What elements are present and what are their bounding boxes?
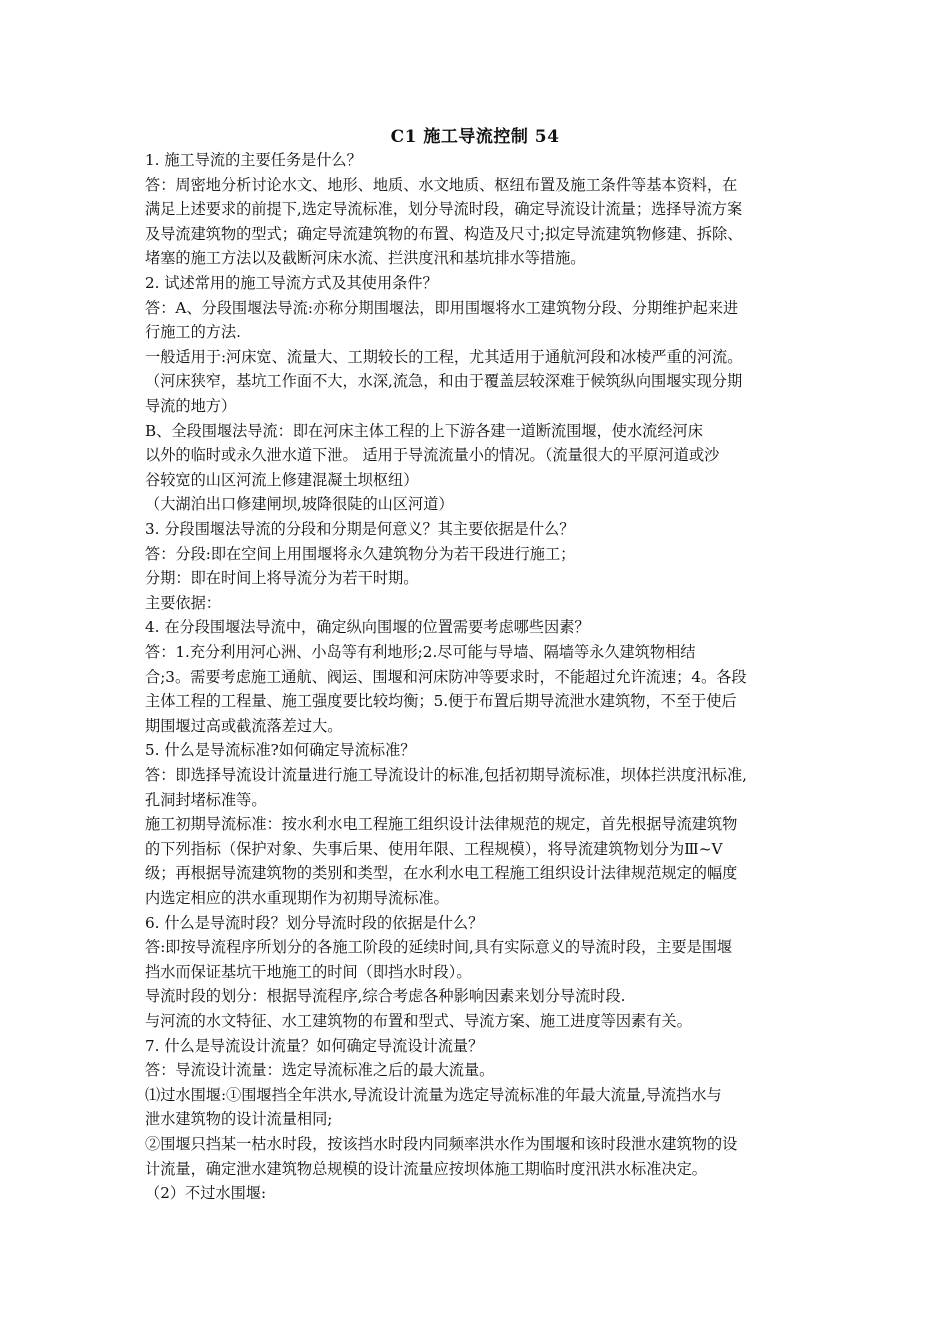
text-line: 满足上述要求的前提下,选定导流标准，划分导流时段，确定导流设计流量；选择导流方案	[145, 200, 743, 219]
text-line: 堵塞的施工方法以及截断河床水流、拦洪度汛和基坑排水等措施。	[145, 249, 586, 268]
text-line: 4. 在分段围堰法导流中，确定纵向围堰的位置需要考虑哪些因素？	[145, 618, 590, 637]
text-line: 主体工程的工程量、施工强度要比较均衡；5.便于布置后期导流泄水建筑物，不至于使后	[145, 692, 737, 711]
text-line: 期围堰过高或截流落差过大。	[145, 716, 343, 735]
text-line: 导流的地方）	[145, 397, 237, 415]
text-line: 施工初期导流标准：按水利水电工程施工组织设计法律规范的规定，首先根据导流建筑物	[145, 815, 738, 834]
text-line: 主要依据：	[145, 593, 221, 612]
text-line: 答：即选择导流设计流量进行施工导流设计的标准,包括初期导流标准，坝体拦洪度汛标准,	[145, 766, 747, 784]
text-line: 计流量，确定泄水建筑物总规模的设计流量应按坝体施工期临时度汛洪水标准决定。	[145, 1159, 707, 1178]
text-line: ⑴过水围堰:①围堰挡全年洪水,导流设计流量为选定导流标准的年最大流量,导流挡水与	[145, 1085, 722, 1104]
text-line: （大湖泊出口修建闸坝,坡降很陡的山区河道）	[145, 495, 454, 514]
text-line: 的下列指标（保护对象、失事后果、使用年限、工程规模），将导流建筑物划分为Ⅲ~Ⅴ	[145, 839, 723, 858]
text-line: 谷较宽的山区河流上修建混凝土坝枢纽）	[145, 470, 419, 489]
text-line: （河床狭窄，基坑工作面不大，水深,流急，和由于覆盖层较深难于候筑纵向围堰实现分期	[145, 372, 743, 391]
text-line: B、全段围堰法导流：即在河床主体工程的上下游各建一道断流围堰，使水流经河床	[145, 421, 703, 440]
text-line: ②围堰只挡某一枯水时段，按该挡水时段内同频率洪水作为围堰和该时段泄水建筑物的设	[145, 1135, 738, 1153]
text-line: 一般适用于:河床宽、流量大、工期较长的工程，尤其适用于通航河段和冰棱严重的河流。	[145, 347, 743, 366]
document-title: C1 施工导流控制 54	[390, 127, 560, 147]
text-line: 答：导流设计流量：选定导流标准之后的最大流量。	[145, 1061, 495, 1080]
text-line: 级；再根据导流建筑物的类别和类型，在水利水电工程施工组织设计法律规范规定的幅度	[145, 864, 738, 883]
text-line: 与河流的水文特征、水工建筑物的布置和型式、导流方案、施工进度等因素有关。	[145, 1012, 692, 1030]
text-line: 内选定相应的洪水重现期作为初期导流标准。	[145, 889, 449, 907]
text-line: 孔洞封堵标准等。	[145, 790, 267, 809]
text-line: 及导流建筑物的型式；确定导流建筑物的布置、构造及尺寸;拟定导流建筑物修建、拆除、	[145, 224, 743, 243]
text-line: 答:即按导流程序所划分的各施工阶段的延续时间,具有实际意义的导流时段，主要是围堰	[145, 938, 733, 957]
text-line: 泄水建筑物的设计流量相同;	[145, 1110, 333, 1129]
text-line: 答：分段:即在空间上用围堰将永久建筑物分为若干段进行施工；	[145, 544, 576, 563]
text-line: 6. 什么是导流时段？划分导流时段的依据是什么？	[145, 913, 484, 932]
text-line: 1. 施工导流的主要任务是什么？	[145, 151, 362, 169]
text-line: 导流时段的划分：根据导流程序,综合考虑各种影响因素来划分导流时段.	[145, 987, 626, 1006]
text-line: 分期：即在时间上将导流分为若干时期。	[145, 569, 419, 588]
text-line: 3. 分段围堰法导流的分段和分期是何意义？其主要依据是什么？	[145, 520, 575, 538]
text-line: 7. 什么是导流设计流量？如何确定导流设计流量？	[145, 1036, 484, 1055]
text-line: 挡水而保证基坑干地施工的时间（即挡水时段）。	[145, 962, 472, 981]
text-line: 行施工的方法.	[145, 323, 241, 342]
text-line: 答：周密地分析讨论水文、地形、地质、水文地质、枢纽布置及施工条件等基本资料，在	[145, 175, 738, 194]
text-line: 以外的临时或永久泄水道下泄。 适用于导流流量小的情况。（流量很大的平原河道或沙	[145, 446, 720, 465]
text-line: 2. 试述常用的施工导流方式及其使用条件？	[145, 274, 438, 292]
text-line: 合;3。需要考虑施工通航、阀运、围堰和河床防冲等要求时，不能超过允许流速；4。各段	[145, 667, 747, 686]
text-line: （2）不过水围堰:	[145, 1184, 267, 1203]
text-line: 答：1.充分利用河心洲、小岛等有利地形;2.尽可能与导墙、隔墙等永久建筑物相结	[145, 643, 696, 661]
text-line: 5. 什么是导流标准?如何确定导流标准？	[145, 741, 416, 760]
text-line: 答：A、分段围堰法导流:亦称分期围堰法，即用围堰将水工建筑物分段、分期维护起来进	[145, 298, 739, 317]
